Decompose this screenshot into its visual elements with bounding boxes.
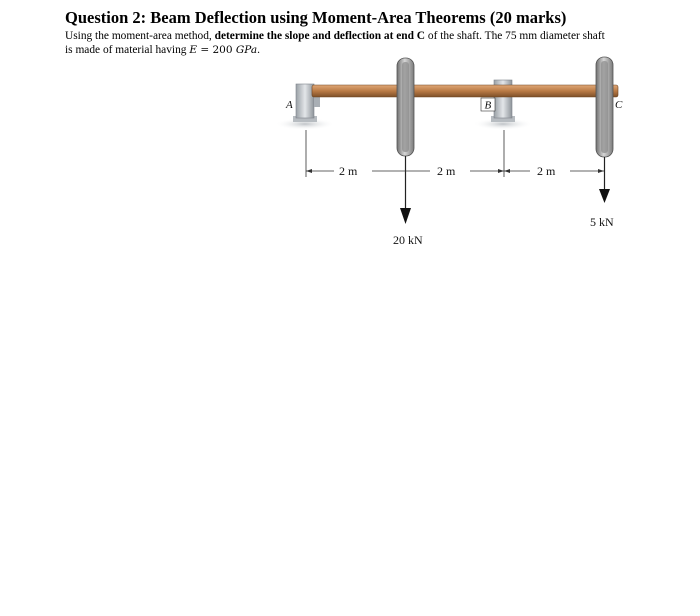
dim-arrow-b-right (504, 169, 510, 173)
dim-arrow-b-left (498, 169, 504, 173)
question-emphasis: determine the slope and deflection at end C (214, 30, 426, 42)
modulus-unit: GPa (235, 44, 258, 56)
dimension-1: 2 m (339, 164, 358, 178)
modulus-end: . (257, 44, 260, 56)
shaft (312, 85, 618, 97)
load-arrow-end (599, 189, 610, 203)
dimension-2: 2 m (437, 164, 456, 178)
question-title: Question 2: Beam Deflection using Moment-Area Theorems (20 marks) (65, 8, 567, 27)
label-a: A (286, 99, 293, 111)
load-label-end: 5 kN (590, 215, 614, 229)
label-c: C (615, 99, 623, 111)
pulley-middle-hub (402, 62, 409, 152)
question-rest: of the shaft. The 75 mm diameter shaft (425, 30, 605, 42)
load-label-middle: 20 kN (393, 233, 423, 247)
pulley-end-hub (601, 61, 608, 153)
load-arrow-middle (400, 208, 411, 224)
question-line2: is made of material having (65, 44, 190, 56)
pulley-end (596, 57, 613, 203)
modulus-equals: = 200 (196, 44, 236, 56)
support-a-block (296, 84, 314, 118)
modulus-symbol: E (189, 44, 197, 56)
pulley-middle (397, 58, 414, 224)
dim-arrow-a (306, 169, 312, 173)
dim-arrow-c (598, 169, 604, 173)
dimension-3: 2 m (537, 164, 556, 178)
question-intro: Using the moment-area method, (65, 30, 215, 42)
label-b: B (484, 99, 492, 112)
